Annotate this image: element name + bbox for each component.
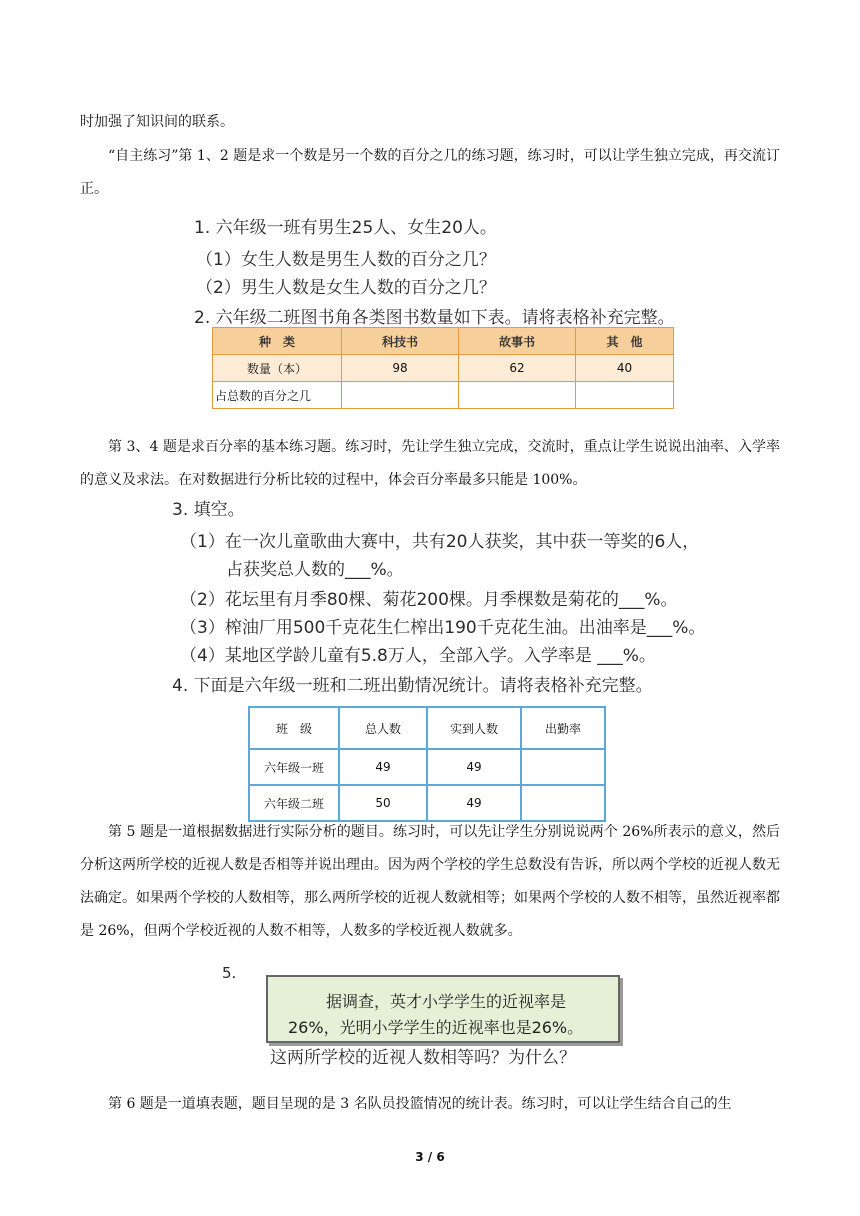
- paragraph-exercise-3-4: 第 3、4 题是求百分率的基本练习题。练习时，先让学生独立完成，交流时，重点让学生说说出油率、入学率的意义及求法。在对数据进行分析比较的过程中，体会百分率最多只能是 100%。: [80, 439, 780, 488]
- question-1-part-2: （2）男生人数是女生人数的百分之几？: [196, 278, 496, 298]
- paragraph-exercise-1-2: “自主练习”第 1、2 题是求一个数是另一个数的百分之几的练习题，练习时，可以让学生独立完成，再交流订正。: [80, 148, 780, 197]
- question-5-prompt: 这两所学校的近视人数相等吗？为什么？: [270, 1048, 576, 1068]
- table-row: [249, 749, 605, 785]
- question-3-part-3: （3）榨油厂用500千克花生仁榨出190千克花生油。出油率是___%。: [180, 618, 706, 638]
- table-header-cell: 科技书: [342, 328, 459, 355]
- table-row: [213, 382, 674, 409]
- row-label: 数量（本）: [213, 355, 342, 382]
- question-5-number: 5.: [222, 964, 237, 982]
- table-header-cell: 出勤率: [521, 707, 605, 749]
- table-cell: 49: [427, 785, 521, 821]
- table-cell: 40: [576, 355, 674, 382]
- paragraph-exercise-6: 第 6 题是一道填表题，题目呈现的是 3 名队员投篮情况的统计表。练习时，可以让学生结合自己的生: [108, 1096, 732, 1112]
- table-header-cell: 总人数: [339, 707, 427, 749]
- table-cell-blank: [576, 382, 674, 409]
- question-3-part-1-cont: 占获奖总人数的___%。: [226, 560, 404, 580]
- paragraph-exercise-5: 第 5 题是一道根据数据进行实际分析的题目。练习时，可以先让学生分别说说两个 26%所表示的意义，然后分析这两所学校的近视人数是否相等并说出理由。因为两个学校的学生总数没有告诉，所以两个学校的近视人数无法确定。如果两个学校的人数相等，那么两所学校的近视人数就相等；如果两个学校的人数不相等，虽然近视率都是 26%，但两个学校近视的人数不相等，人数多的学校近视人数就多。: [80, 824, 780, 939]
- table-cell: 98: [342, 355, 459, 382]
- question-1-part-1: （1）女生人数是男生人数的百分之几？: [196, 250, 496, 270]
- table-header-row: [213, 328, 674, 355]
- table-cell-blank: [521, 749, 605, 785]
- table-cell-blank: [342, 382, 459, 409]
- page-number: 3 / 6: [415, 1150, 445, 1164]
- table-header-cell: 其 他: [576, 328, 674, 355]
- table-row: [213, 355, 674, 382]
- row-label: 六年级一班: [249, 749, 339, 785]
- table-header-cell: 种 类: [213, 328, 342, 355]
- table-header-cell: 实到人数: [427, 707, 521, 749]
- question-3-part-2: （2）花坛里有月季80棵、菊花200棵。月季棵数是菊花的___%。: [180, 590, 678, 610]
- table-cell-blank: [459, 382, 576, 409]
- quote-line-1: 据调查，英才小学学生的近视率是: [326, 992, 567, 1011]
- question-2: 2. 六年级二班图书角各类图书数量如下表。请将表格补充完整。: [194, 308, 675, 328]
- table-cell: 50: [339, 785, 427, 821]
- table-cell: 62: [459, 355, 576, 382]
- table-cell: 49: [339, 749, 427, 785]
- row-label: 占总数的百分之几: [213, 382, 342, 409]
- attendance-table: [248, 706, 606, 822]
- question-3: 3. 填空。: [172, 500, 245, 520]
- question-1: 1. 六年级一班有男生25人、女生20人。: [194, 218, 497, 238]
- textbook-figure-exercise-3-4: [172, 496, 732, 706]
- question-3-part-4: （4）某地区学龄儿童有5.8万人，全部入学。入学率是 ___%。: [180, 646, 656, 666]
- book-category-table: [212, 327, 674, 409]
- table-header-cell: 故事书: [459, 328, 576, 355]
- paragraph-intro: 时加强了知识间的联系。: [80, 114, 234, 130]
- table-header-cell: 班 级: [249, 707, 339, 749]
- survey-quote-box: [266, 975, 620, 1043]
- table-header-row: [249, 707, 605, 749]
- row-label: 六年级二班: [249, 785, 339, 821]
- question-4: 4. 下面是六年级一班和二班出勤情况统计。请将表格补充完整。: [172, 676, 653, 696]
- question-3-part-1: （1）在一次儿童歌曲大赛中，共有20人获奖，其中获一等奖的6人，: [180, 532, 700, 552]
- quote-line-2: 26%，光明小学学生的近视率也是26%。: [288, 1018, 584, 1037]
- table-cell: 49: [427, 749, 521, 785]
